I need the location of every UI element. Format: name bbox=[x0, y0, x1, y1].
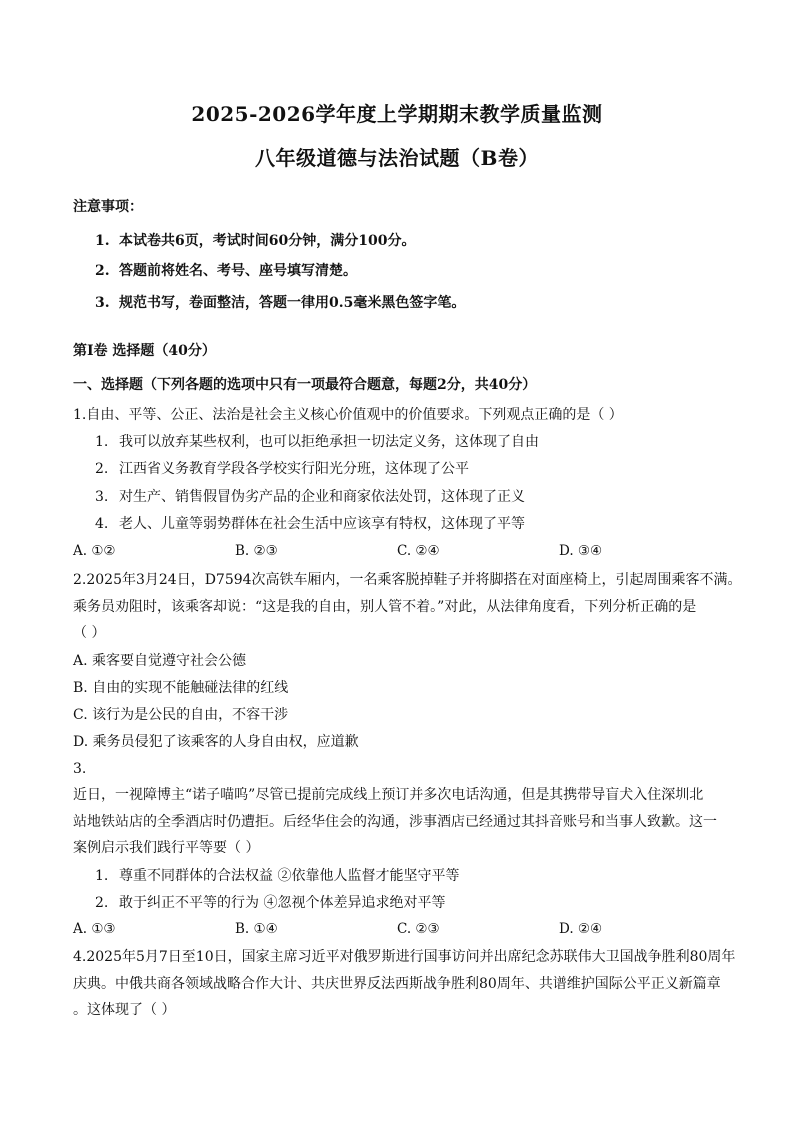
question-2-option-b: B. 自由的实现不能触碰法律的红线 bbox=[73, 680, 289, 696]
question-4-stem-line: 。这体现了（ ） bbox=[73, 1002, 176, 1018]
notice-item bbox=[95, 261, 357, 281]
section-heading: 一、选择题（下列各题的选项中只有一项最符合题意，每题2分，共40分） bbox=[73, 377, 537, 393]
notice-heading: 注意事项： bbox=[73, 199, 143, 215]
notice-item-text: 本试卷共6页，考试时间60分钟，满分100分。 bbox=[119, 233, 416, 249]
question-4-stem-line: 4.2025年5月7日至10日，国家主席习近平对俄罗斯进行国事访问并出席纪念苏联伟大卫国战争胜利80周年 bbox=[73, 949, 736, 965]
notice-item-number: 1. bbox=[95, 233, 110, 249]
part-title: 第Ⅰ卷 选择题（40分） bbox=[73, 343, 216, 359]
option-d: D. ③④ bbox=[559, 543, 603, 559]
notice-item-number: 3. bbox=[95, 295, 110, 311]
notice-item-text: 规范书写，卷面整洁，答题一律用0.5毫米黑色签字笔。 bbox=[119, 295, 466, 311]
notice-item bbox=[95, 293, 465, 313]
question-1-stem: 1.自由、平等、公正、法治是社会主义核心价值观中的价值要求。下列观点正确的是（ ） bbox=[73, 407, 623, 423]
item-number: 1. bbox=[95, 868, 109, 884]
item-text: 老人、儿童等弱势群体在社会生活中应该享有特权，这体现了平等 bbox=[119, 516, 525, 532]
notice-item-number: 2. bbox=[95, 263, 110, 279]
question-2-stem-line: 乘务员劝阻时，该乘客却说：“这是我的自由，别人管不着。”对此，从法律角度看，下列分析正确的是 bbox=[73, 599, 697, 615]
item-text: 我可以放弃某些权利，也可以拒绝承担一切法定义务，这体现了自由 bbox=[119, 434, 539, 450]
option-b: B. ①④ bbox=[235, 921, 278, 937]
question-1-item bbox=[95, 487, 525, 507]
question-3-stem-line: 案例启示我们践行平等要（ ） bbox=[73, 840, 260, 856]
option-d: D. ②④ bbox=[559, 921, 603, 937]
option-c: C. ②③ bbox=[397, 921, 440, 937]
item-number: 4. bbox=[95, 516, 109, 532]
question-2-stem-line: 2.2025年3月24日，D7594次高铁车厢内，一名乘客脱掉鞋子并将脚搭在对面座椅上，引起周围乘客不满。 bbox=[73, 572, 742, 588]
item-text: 敢于纠正不平等的行为 ④忽视个体差异追求绝对平等 bbox=[119, 895, 446, 911]
option-a: A. ①③ bbox=[73, 921, 116, 937]
item-number: 2. bbox=[95, 895, 109, 911]
question-3-number: 3. bbox=[73, 761, 87, 777]
item-text: 尊重不同群体的合法权益 ②依靠他人监督才能坚守平等 bbox=[119, 868, 460, 884]
option-c: C. ②④ bbox=[397, 543, 440, 559]
question-3-stem-line: 近日，一视障博主“诺子喵呜”尽管已提前完成线上预订并多次电话沟通，但是其携带导盲犬入住深圳北 bbox=[73, 787, 704, 803]
question-1-item bbox=[95, 514, 525, 534]
option-b: B. ②③ bbox=[235, 543, 278, 559]
notice-item-text: 答题前将姓名、考号、座号填写清楚。 bbox=[119, 263, 357, 279]
question-3-stem-line: 站地铁站店的全季酒店时仍遭拒。后经华住会的沟通，涉事酒店已经通过其抖音账号和当事人致歉。这一 bbox=[73, 814, 717, 830]
question-2-stem-line: （ ） bbox=[73, 625, 106, 641]
item-text: 江西省义务教育学段各学校实行阳光分班，这体现了公平 bbox=[119, 461, 469, 477]
item-number: 1. bbox=[95, 434, 109, 450]
question-3-item bbox=[95, 866, 459, 886]
exam-title: 2025-2026学年度上学期期末教学质量监测 bbox=[191, 102, 603, 126]
item-text: 对生产、销售假冒伪劣产品的企业和商家依法处罚，这体现了正义 bbox=[119, 489, 525, 505]
notice-item bbox=[95, 231, 415, 251]
question-2-option-a: A. 乘客要自觉遵守社会公德 bbox=[73, 653, 247, 669]
item-number: 3. bbox=[95, 489, 109, 505]
question-2-option-d: D. 乘务员侵犯了该乘客的人身自由权，应道歉 bbox=[73, 734, 359, 750]
question-1-item bbox=[95, 459, 469, 479]
exam-subtitle: 八年级道德与法治试题（B卷） bbox=[255, 146, 539, 170]
question-4-stem-line: 庆典。中俄共商各领域战略合作大计、共庆世界反法西斯战争胜利80周年、共谱维护国际公平正义新篇章 bbox=[73, 976, 721, 992]
question-1-item bbox=[95, 432, 539, 452]
option-a: A. ①② bbox=[73, 543, 116, 559]
question-2-option-c: C. 该行为是公民的自由，不容干涉 bbox=[73, 707, 289, 723]
question-3-item bbox=[95, 893, 445, 913]
item-number: 2. bbox=[95, 461, 109, 477]
